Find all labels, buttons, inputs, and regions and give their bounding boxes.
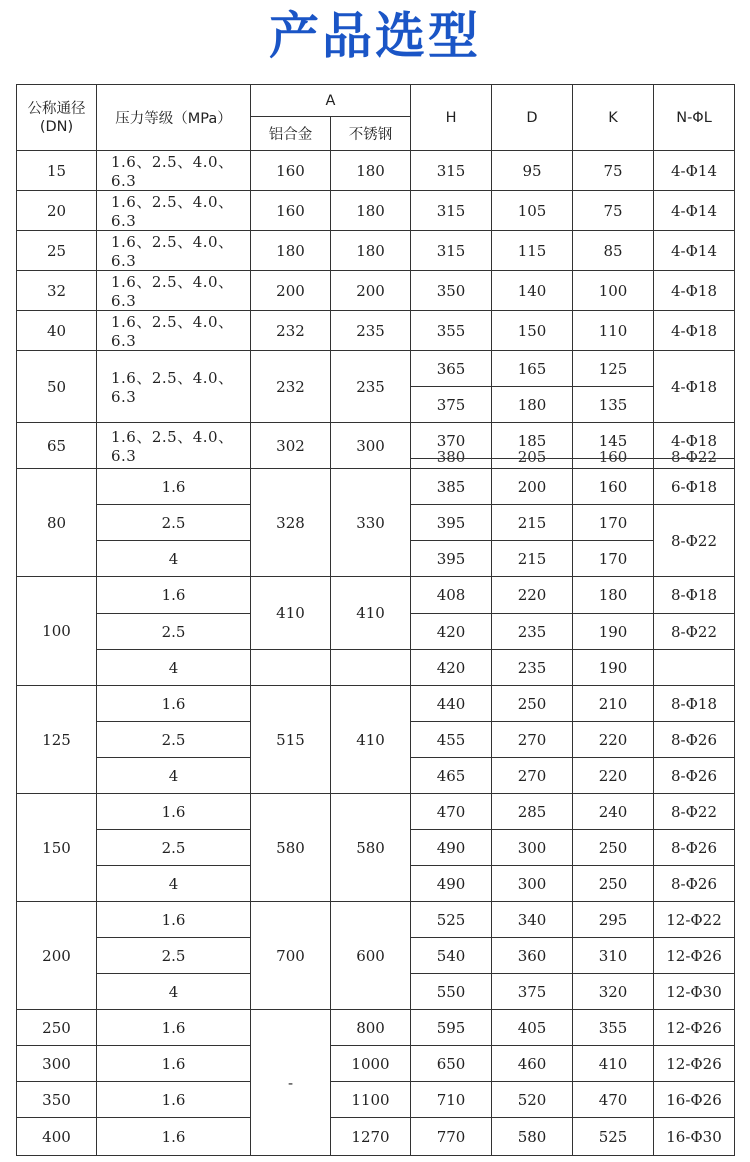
table-row — [17, 231, 735, 271]
cell-pressure: 1.6 — [97, 902, 251, 938]
cell-h: 355 — [411, 311, 492, 351]
cell-k: 295 — [573, 902, 654, 938]
cell-h: 408 — [411, 577, 492, 614]
cell-dn: 200 — [17, 902, 97, 1010]
cell-h: 550 — [411, 974, 492, 1010]
cell-dn: 125 — [17, 686, 97, 794]
cell-d: 250 — [492, 686, 573, 722]
cell-pressure: 1.6、2.5、4.0、6.3 — [97, 351, 251, 423]
cell-a-ss-empty — [331, 650, 411, 686]
cell-a-al: 410 — [251, 577, 331, 650]
cell-dn: 20 — [17, 191, 97, 231]
cell-nl: 6-Φ18 — [654, 469, 735, 505]
cell-pressure: 1.6、2.5、4.0、6.3 — [97, 311, 251, 351]
cell-pressure: 1.6 — [97, 686, 251, 722]
cell-nl: 4-Φ18 — [654, 351, 735, 423]
cell-d: 270 — [492, 758, 573, 794]
cell-pressure: 2.5 — [97, 938, 251, 974]
cell-a-ss: 330 — [331, 469, 411, 577]
cell-pressure: 2.5 — [97, 505, 251, 541]
header-a-al: 铝合金 — [251, 117, 331, 151]
cell-k: 310 — [573, 938, 654, 974]
cell-dn: 300 — [17, 1046, 97, 1082]
cell-pressure: 1.6、2.5、4.0、6.3 — [97, 271, 251, 311]
cell-k: 135 — [573, 387, 654, 423]
cell-d: 165 — [492, 351, 573, 387]
cell-dn: 40 — [17, 311, 97, 351]
cell-nl: 12-Φ22 — [654, 902, 735, 938]
cell-pressure: 1.6、2.5、4.0、6.3 — [97, 231, 251, 271]
cell-a-ss: 410 — [331, 577, 411, 650]
header-a: A — [251, 85, 411, 117]
cell-k: 190 — [573, 650, 654, 686]
cell-a-al: 515 — [251, 686, 331, 794]
cell-pressure: 4 — [97, 974, 251, 1010]
cell-k: 250 — [573, 830, 654, 866]
cell-pressure: 2.5 — [97, 830, 251, 866]
cell-nl: 8-Φ18 — [654, 686, 735, 722]
cell-h: 370 — [411, 423, 492, 459]
cell-nl: 8-Φ26 — [654, 722, 735, 758]
cell-h: 455 — [411, 722, 492, 758]
cell-a-ss: 235 — [331, 351, 411, 423]
cell-k: 75 — [573, 151, 654, 191]
cell-h: 420 — [411, 614, 492, 650]
cell-d: 360 — [492, 938, 573, 974]
cell-d: 180 — [492, 387, 573, 423]
cell-nl — [654, 650, 735, 686]
cell-k: 170 — [573, 541, 654, 577]
table-row — [17, 271, 735, 311]
cell-a-al: 160 — [251, 191, 331, 231]
table-row — [17, 650, 735, 686]
cell-h: 525 — [411, 902, 492, 938]
cell-h: 375 — [411, 387, 492, 423]
cell-d: 200 — [492, 469, 573, 505]
cell-h: 315 — [411, 151, 492, 191]
cell-nl: 8-Φ22 — [654, 614, 735, 650]
cell-nl: 12-Φ26 — [654, 938, 735, 974]
cell-d: 220 — [492, 577, 573, 614]
cell-k: 160 — [573, 459, 654, 469]
cell-k: 220 — [573, 758, 654, 794]
cell-nl: 12-Φ26 — [654, 1010, 735, 1046]
cell-d: 300 — [492, 830, 573, 866]
table-row — [17, 311, 735, 351]
cell-nl: 8-Φ22 — [654, 794, 735, 830]
cell-nl: 4-Φ18 — [654, 271, 735, 311]
cell-k: 125 — [573, 351, 654, 387]
table-row — [17, 1082, 735, 1118]
cell-pressure: 1.6 — [97, 1082, 251, 1118]
cell-a-ss: 1000 — [331, 1046, 411, 1082]
header-a-ss: 不锈钢 — [331, 117, 411, 151]
cell-k: 145 — [573, 423, 654, 459]
cell-nl: 4-Φ18 — [654, 311, 735, 351]
cell-k: 75 — [573, 191, 654, 231]
cell-nl: 4-Φ14 — [654, 231, 735, 271]
cell-h: 650 — [411, 1046, 492, 1082]
cell-dn: 25 — [17, 231, 97, 271]
cell-dn: 50 — [17, 351, 97, 423]
cell-nl: 8-Φ18 — [654, 577, 735, 614]
cell-a-ss: 180 — [331, 191, 411, 231]
cell-nl: 8-Φ22 — [654, 505, 735, 577]
cell-k: 100 — [573, 271, 654, 311]
cell-k: 240 — [573, 794, 654, 830]
header-h: H — [411, 85, 492, 151]
cell-d: 340 — [492, 902, 573, 938]
cell-dn: 250 — [17, 1010, 97, 1046]
cell-k: 180 — [573, 577, 654, 614]
table-row — [17, 469, 735, 505]
cell-h: 365 — [411, 351, 492, 387]
cell-d: 205 — [492, 459, 573, 469]
cell-d: 460 — [492, 1046, 573, 1082]
cell-a-ss: 410 — [331, 686, 411, 794]
cell-nl: 8-Φ26 — [654, 758, 735, 794]
cell-a-al: 328 — [251, 469, 331, 577]
cell-nl: 16-Φ26 — [654, 1082, 735, 1118]
cell-d: 580 — [492, 1118, 573, 1156]
table-row — [17, 151, 735, 191]
cell-a-al: 580 — [251, 794, 331, 902]
cell-h: 395 — [411, 505, 492, 541]
cell-d: 185 — [492, 423, 573, 459]
cell-a-al: 302 — [251, 423, 331, 469]
table-row — [17, 351, 735, 387]
cell-k: 160 — [573, 469, 654, 505]
cell-a-ss: 800 — [331, 1010, 411, 1046]
cell-h: 540 — [411, 938, 492, 974]
cell-d: 300 — [492, 866, 573, 902]
cell-nl: 4-Φ14 — [654, 151, 735, 191]
cell-d: 375 — [492, 974, 573, 1010]
product-spec-table — [16, 84, 735, 1156]
cell-pressure: 1.6 — [97, 1046, 251, 1082]
cell-k: 250 — [573, 866, 654, 902]
cell-pressure: 2.5 — [97, 614, 251, 650]
cell-pressure: 1.6 — [97, 794, 251, 830]
table-row — [17, 1010, 735, 1046]
cell-a-ss: 180 — [331, 231, 411, 271]
cell-a-al: 180 — [251, 231, 331, 271]
cell-h: 490 — [411, 830, 492, 866]
cell-a-al: 160 — [251, 151, 331, 191]
cell-dn: 15 — [17, 151, 97, 191]
cell-k: 85 — [573, 231, 654, 271]
header-row — [17, 85, 735, 117]
cell-d: 405 — [492, 1010, 573, 1046]
cell-a-al: 232 — [251, 311, 331, 351]
cell-k: 355 — [573, 1010, 654, 1046]
cell-pressure: 2.5 — [97, 722, 251, 758]
cell-h: 420 — [411, 650, 492, 686]
cell-pressure: 4 — [97, 866, 251, 902]
cell-k: 220 — [573, 722, 654, 758]
cell-d: 235 — [492, 650, 573, 686]
cell-k: 410 — [573, 1046, 654, 1082]
cell-k: 210 — [573, 686, 654, 722]
header-nl: N-ΦL — [654, 85, 735, 151]
cell-a-ss: 180 — [331, 151, 411, 191]
cell-h: 595 — [411, 1010, 492, 1046]
cell-a-al: 232 — [251, 351, 331, 423]
cell-a-al: 200 — [251, 271, 331, 311]
table-row — [17, 191, 735, 231]
page-title: 产品选型 — [269, 7, 481, 65]
cell-a-ss: 580 — [331, 794, 411, 902]
cell-d: 520 — [492, 1082, 573, 1118]
cell-a-ss: 300 — [331, 423, 411, 469]
cell-nl: 8-Φ26 — [654, 830, 735, 866]
cell-pressure: 4 — [97, 541, 251, 577]
cell-k: 320 — [573, 974, 654, 1010]
cell-h: 770 — [411, 1118, 492, 1156]
cell-dn: 65 — [17, 423, 97, 469]
cell-a-ss: 1100 — [331, 1082, 411, 1118]
cell-pressure: 1.6 — [97, 1010, 251, 1046]
cell-d: 235 — [492, 614, 573, 650]
cell-a-ss: 235 — [331, 311, 411, 351]
table-row — [17, 1046, 735, 1082]
cell-d: 95 — [492, 151, 573, 191]
cell-nl: 4-Φ18 — [654, 423, 735, 459]
table-row — [17, 686, 735, 722]
cell-nl: 8-Φ26 — [654, 866, 735, 902]
header-pressure: 压力等级（MPa） — [97, 85, 251, 151]
cell-dn: 32 — [17, 271, 97, 311]
cell-nl: 12-Φ26 — [654, 1046, 735, 1082]
cell-dn: 400 — [17, 1118, 97, 1156]
cell-k: 170 — [573, 505, 654, 541]
cell-a-al: - — [251, 1010, 331, 1156]
table-row — [17, 577, 735, 614]
cell-dn: 80 — [17, 469, 97, 577]
cell-d: 105 — [492, 191, 573, 231]
cell-d: 150 — [492, 311, 573, 351]
cell-pressure: 4 — [97, 650, 251, 686]
header-d: D — [492, 85, 573, 151]
cell-nl: 12-Φ30 — [654, 974, 735, 1010]
table-row — [17, 1118, 735, 1156]
cell-nl: 8-Φ22 — [654, 459, 735, 469]
cell-a-ss: 1270 — [331, 1118, 411, 1156]
cell-d: 270 — [492, 722, 573, 758]
header-dn: 公称通径 (DN) — [17, 85, 97, 151]
cell-k: 470 — [573, 1082, 654, 1118]
cell-pressure: 1.6 — [97, 469, 251, 505]
cell-k: 525 — [573, 1118, 654, 1156]
cell-h: 395 — [411, 541, 492, 577]
cell-dn: 150 — [17, 794, 97, 902]
cell-pressure: 1.6 — [97, 1118, 251, 1156]
cell-pressure: 1.6 — [97, 577, 251, 614]
cell-a-al-empty — [251, 650, 331, 686]
cell-d: 115 — [492, 231, 573, 271]
cell-h: 490 — [411, 866, 492, 902]
table-row — [17, 902, 735, 938]
cell-nl: 4-Φ14 — [654, 191, 735, 231]
cell-h: 315 — [411, 231, 492, 271]
cell-a-al: 700 — [251, 902, 331, 1010]
cell-a-ss: 200 — [331, 271, 411, 311]
cell-d: 215 — [492, 505, 573, 541]
cell-d: 140 — [492, 271, 573, 311]
cell-nl: 16-Φ30 — [654, 1118, 735, 1156]
cell-k: 190 — [573, 614, 654, 650]
cell-d: 215 — [492, 541, 573, 577]
cell-h: 385 — [411, 469, 492, 505]
cell-k: 110 — [573, 311, 654, 351]
cell-h: 380 — [411, 459, 492, 469]
cell-h: 440 — [411, 686, 492, 722]
cell-h: 465 — [411, 758, 492, 794]
table-row — [17, 794, 735, 830]
cell-pressure: 4 — [97, 758, 251, 794]
cell-pressure: 1.6、2.5、4.0、6.3 — [97, 191, 251, 231]
cell-h: 350 — [411, 271, 492, 311]
cell-pressure: 1.6、2.5、4.0、6.3 — [97, 423, 251, 469]
cell-dn: 100 — [17, 577, 97, 686]
header-k: K — [573, 85, 654, 151]
cell-h: 315 — [411, 191, 492, 231]
cell-h: 470 — [411, 794, 492, 830]
cell-a-ss: 600 — [331, 902, 411, 1010]
cell-dn: 350 — [17, 1082, 97, 1118]
cell-d: 285 — [492, 794, 573, 830]
cell-h: 710 — [411, 1082, 492, 1118]
cell-pressure: 1.6、2.5、4.0、6.3 — [97, 151, 251, 191]
